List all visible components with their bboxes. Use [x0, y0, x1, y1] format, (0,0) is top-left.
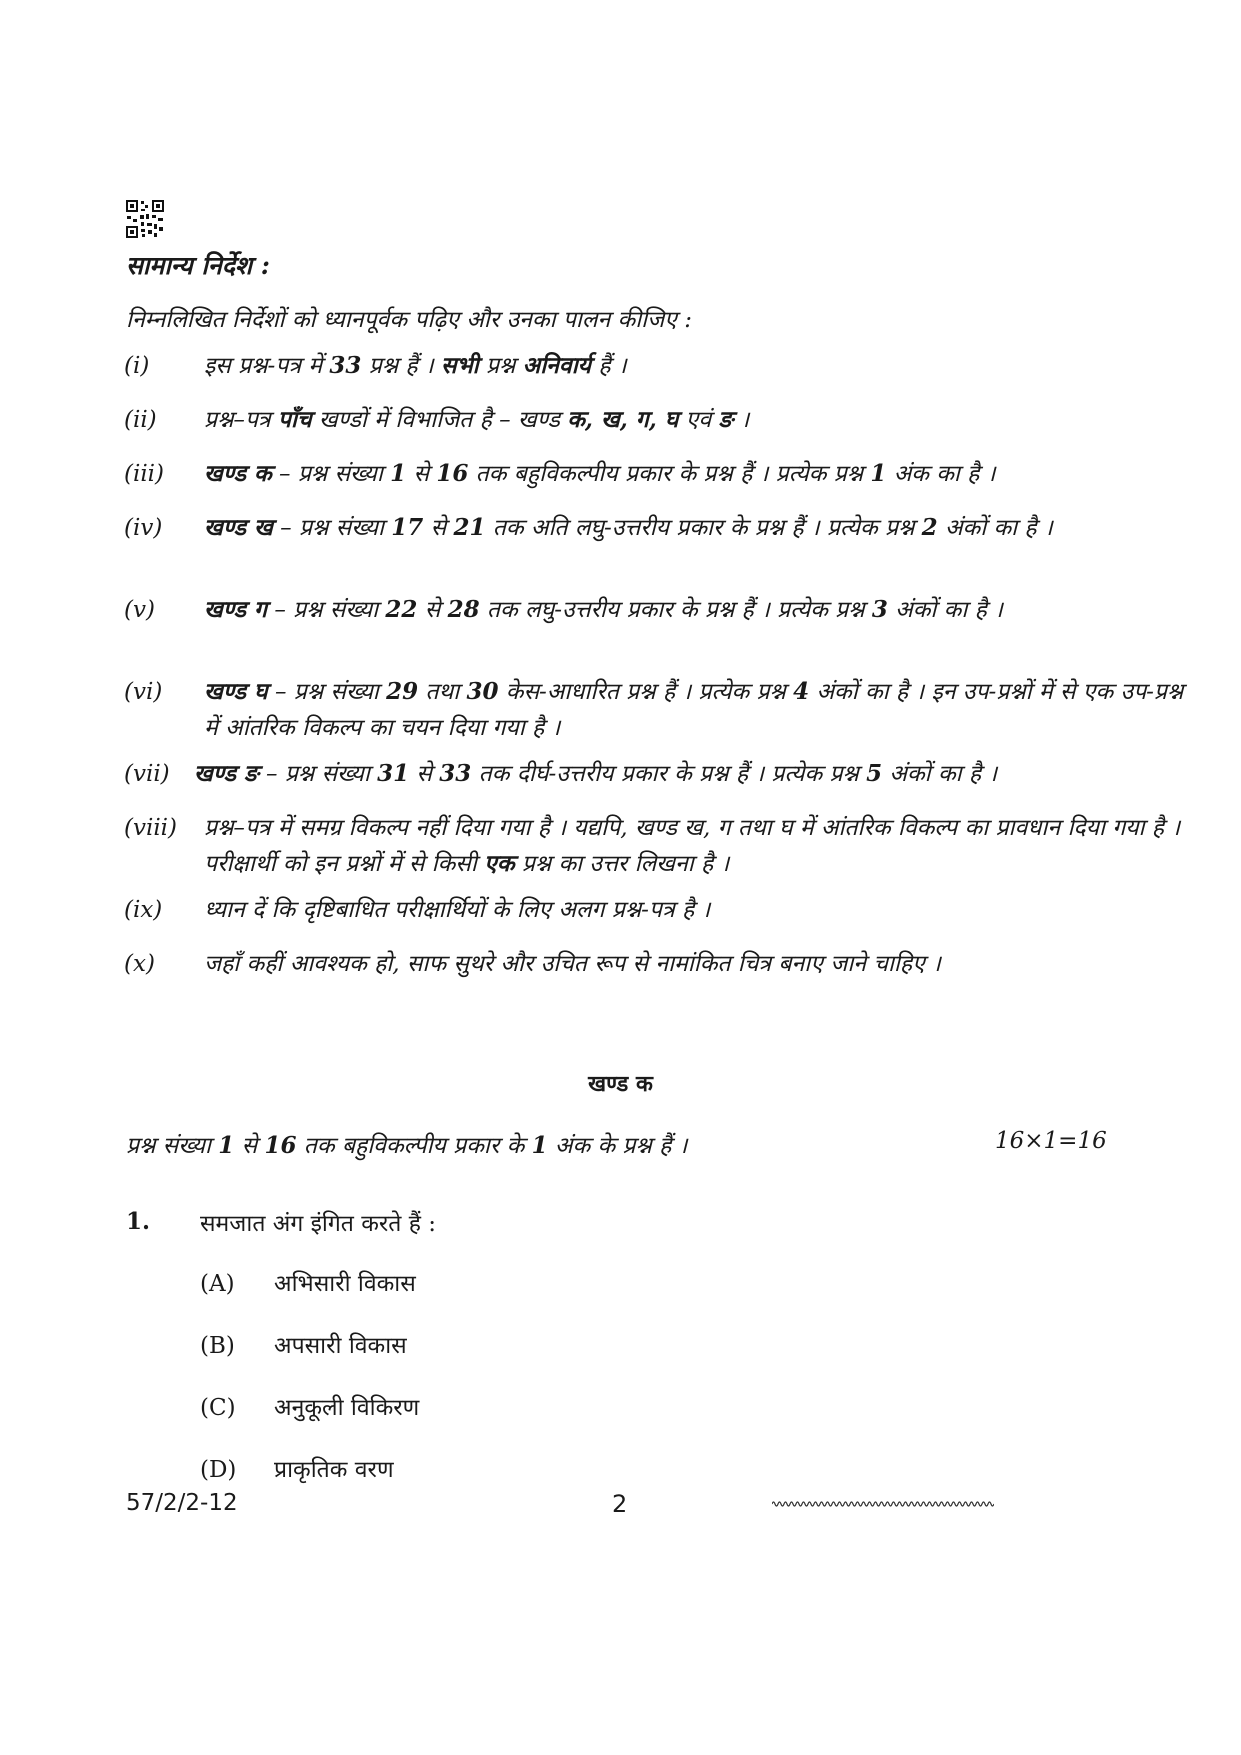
instruction-number: (ix)	[124, 897, 163, 923]
qr-code-icon	[126, 200, 164, 238]
bold-text: 1	[531, 1132, 548, 1159]
section-title: खण्ड क	[588, 1071, 653, 1097]
text-run: जहाँ कहीं आवश्यक हो, साफ सुथरे और उचित रूप से नामांकित चित्र बनाए जाने चाहिए ।	[204, 951, 941, 977]
section-marks: 16×1=16	[995, 1128, 1107, 1154]
bold-text: एक	[484, 850, 515, 877]
instruction-item	[124, 674, 1184, 746]
option-text: अभिसारी विकास	[274, 1271, 416, 1297]
instruction-text	[194, 756, 1184, 792]
text-run: – प्रश्न संख्या	[272, 515, 392, 541]
text-run: तथा	[418, 679, 467, 705]
instruction-item	[124, 456, 1124, 492]
bold-text: 17	[391, 514, 424, 541]
question-text: समजात अंग इंगित करते हैं :	[200, 1211, 436, 1237]
bold-text: खण्ड घ	[204, 678, 268, 705]
text-run: – प्रश्न संख्या	[267, 597, 386, 623]
instruction-item	[124, 892, 1124, 928]
text-run: ध्यान दें कि दृष्टिबाधित परीक्षार्थियों के लिए अलग प्रश्न-पत्र है ।	[204, 897, 711, 923]
instruction-item	[124, 402, 1124, 438]
instruction-item	[124, 756, 1124, 792]
text-run: अंकों का है ।	[887, 597, 1003, 623]
option-a	[200, 1266, 416, 1298]
bold-text: 28	[447, 596, 480, 623]
instruction-number: (v)	[124, 597, 155, 623]
text-run: प्रश्न–पत्र में समग्र विकल्प नहीं दिया गया है । यद्यपि, खण्ड ख, ग तथा घ में आंतरिक विकल्प का प्रावधान दिया गया है । परीक्षार्थी को इन प्रश्नों में से किसी	[204, 815, 1181, 877]
text-run: प्रश्न हैं ।	[361, 353, 441, 379]
instruction-text	[204, 510, 1194, 546]
text-run: अंक का है ।	[886, 461, 996, 487]
page-number: 2	[612, 1490, 628, 1518]
instructions-intro: निम्नलिखित निर्देशों को ध्यानपूर्वक पढ़िए और उनका पालन कीजिए :	[126, 307, 692, 333]
bold-text: 1	[390, 460, 407, 487]
bold-text: 4	[793, 678, 810, 705]
text-run: ।	[733, 407, 750, 433]
bold-text: खण्ड क	[204, 460, 272, 487]
text-run: तक दीर्घ-उत्तरीय प्रकार के प्रश्न हैं । प्रत्येक प्रश्न	[471, 761, 867, 787]
instruction-text	[204, 402, 1194, 438]
bold-text: पाँच	[277, 406, 312, 433]
instruction-number: (x)	[124, 951, 155, 977]
bold-text: 33	[329, 352, 362, 379]
bold-text: 31	[377, 760, 410, 787]
instruction-item	[124, 946, 1124, 982]
option-text: अनुकूली विकिरण	[274, 1395, 420, 1421]
bold-text: 22	[385, 596, 418, 623]
bold-text: 1	[218, 1132, 235, 1159]
bold-text: सभी	[440, 352, 479, 379]
bold-text: 2	[921, 514, 938, 541]
bold-text: 16	[436, 460, 469, 487]
text-run: एवं	[678, 407, 719, 433]
instruction-text	[204, 348, 1194, 384]
instruction-text	[204, 946, 1194, 982]
text-run: इस प्रश्न-पत्र में	[204, 353, 330, 379]
wavy-line-icon	[772, 1497, 994, 1511]
instruction-item	[124, 348, 1124, 384]
text-run: तक बहुविकल्पीय प्रकार के प्रश्न हैं । प्रत्येक प्रश्न	[468, 461, 871, 487]
paper-code: 57/2/2-12	[126, 1490, 238, 1516]
text-run: अंकों का है ।	[882, 761, 998, 787]
question-number: 1.	[126, 1208, 151, 1235]
instruction-item	[124, 810, 1181, 882]
text-run: अंकों का है ।	[937, 515, 1053, 541]
option-c	[200, 1390, 419, 1422]
bold-text: 16	[264, 1132, 297, 1159]
instruction-text	[204, 892, 1194, 928]
text-run: प्रश्न	[478, 353, 523, 379]
text-run: केस-आधारित प्रश्न हैं । प्रत्येक प्रश्न	[498, 679, 794, 705]
text-run: हैं ।	[591, 353, 627, 379]
text-run: अंकों का है । इन उप-प्रश्नों में से एक उप-प्रश्न में आंतरिक विकल्प का चयन दिया गया है ।	[204, 679, 1184, 741]
text-run: अंक के प्रश्न हैं ।	[547, 1133, 688, 1159]
text-run: प्रश्न संख्या	[126, 1133, 219, 1159]
instruction-number: (viii)	[124, 815, 178, 841]
instruction-number: (iii)	[124, 461, 165, 487]
instruction-text	[204, 592, 1194, 628]
bold-text: क, ख, ग, घ	[567, 406, 679, 433]
option-label: (D)	[200, 1457, 237, 1483]
text-run: से	[409, 761, 440, 787]
instruction-text	[204, 674, 1194, 746]
bold-text: 5	[866, 760, 883, 787]
text-run: – प्रश्न संख्या	[271, 461, 391, 487]
option-b	[200, 1328, 407, 1360]
bold-text: 1	[870, 460, 887, 487]
text-run: से	[423, 515, 454, 541]
bold-text: 29	[386, 678, 419, 705]
bold-text: 33	[439, 760, 472, 787]
bold-text: 30	[466, 678, 499, 705]
bold-text: 3	[871, 596, 888, 623]
text-run: – प्रश्न संख्या	[258, 761, 378, 787]
text-run: तक अति लघु-उत्तरीय प्रकार के प्रश्न हैं । प्रत्येक प्रश्न	[485, 515, 922, 541]
instruction-number: (ii)	[124, 407, 157, 433]
instruction-number: (i)	[124, 353, 150, 379]
bold-text: ङ	[718, 406, 734, 433]
text-run: प्रश्न का उत्तर लिखना है ।	[514, 851, 730, 877]
option-label: (B)	[200, 1333, 235, 1359]
bold-text: अनिवार्य	[522, 352, 592, 379]
option-label: (C)	[200, 1395, 236, 1421]
text-run: से	[406, 461, 437, 487]
instruction-text	[204, 456, 1194, 492]
instruction-number: (vi)	[124, 679, 163, 705]
option-text: अपसारी विकास	[274, 1333, 407, 1359]
instruction-item	[124, 592, 1124, 628]
instruction-number: (iv)	[124, 515, 163, 541]
bold-text: खण्ड ख	[204, 514, 273, 541]
text-run: से	[234, 1133, 265, 1159]
section-description	[126, 1128, 1106, 1160]
text-run: से	[417, 597, 448, 623]
instruction-number: (vii)	[124, 761, 170, 787]
option-d	[200, 1452, 394, 1484]
text-run: खण्डों में विभाजित है – खण्ड	[311, 407, 568, 433]
instruction-item	[124, 510, 1124, 546]
text-run: तक बहुविकल्पीय प्रकार के	[296, 1133, 532, 1159]
option-text: प्राकृतिक वरण	[274, 1457, 394, 1483]
bold-text: 21	[453, 514, 486, 541]
instruction-text	[204, 810, 1194, 882]
text-run: तक लघु-उत्तरीय प्रकार के प्रश्न हैं । प्रत्येक प्रश्न	[479, 597, 872, 623]
option-label: (A)	[200, 1271, 235, 1297]
text-run: प्रश्न–पत्र	[204, 407, 278, 433]
general-instructions-heading: सामान्य निर्देश :	[126, 251, 270, 280]
bold-text: खण्ड ग	[204, 596, 268, 623]
text-run: – प्रश्न संख्या	[267, 679, 387, 705]
bold-text: खण्ड ङ	[194, 760, 259, 787]
